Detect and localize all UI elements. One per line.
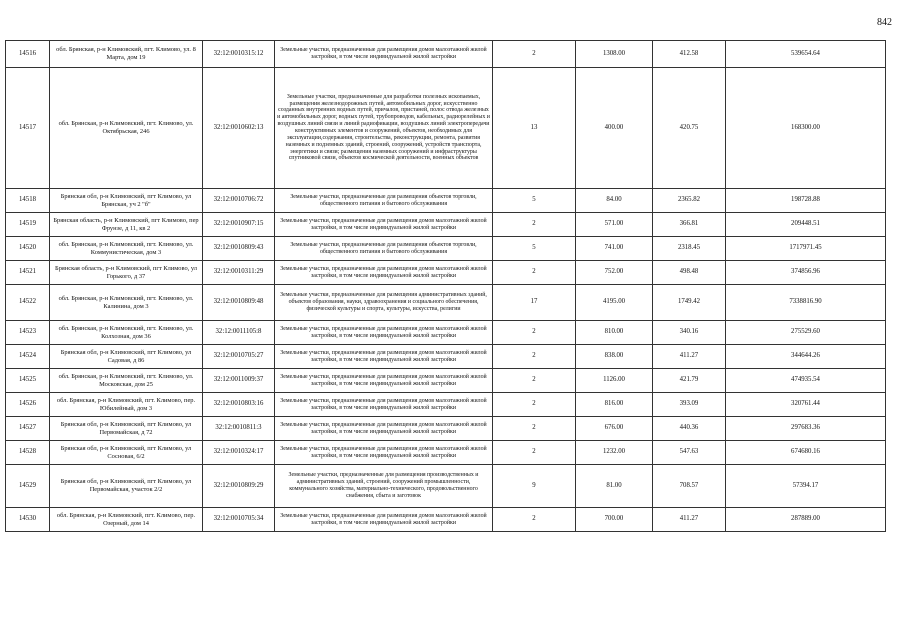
- land-use-cell: Земельные участки, предназначенные для размещения домов малоэтажной жилой застройки, в том числе индивидуальной жилой застройки: [275, 369, 493, 393]
- specific-value-cell: 340.16: [653, 321, 726, 345]
- specific-value-cell: 420.75: [653, 68, 726, 189]
- table-row: [6, 237, 886, 261]
- address-cell: обл. Брянская, р-н Климовский, пгт. Климово, ул. Октябрьская, 246: [50, 68, 203, 189]
- address-cell: обл. Брянская, р-н Климовский, пгт. Климово, ул. Коммунистическая, дом 3: [50, 237, 203, 261]
- use-group-cell: 13: [493, 68, 576, 189]
- cadastral-value-cell: 275529.60: [726, 321, 886, 345]
- use-group-cell: 2: [493, 213, 576, 237]
- cadastral-number-cell: 32:12:0010809:43: [203, 237, 275, 261]
- specific-value-cell: 411.27: [653, 345, 726, 369]
- cadastral-number-cell: 32:12:0011009:37: [203, 369, 275, 393]
- area-cell: 1232.00: [576, 441, 653, 465]
- cadastral-value-cell: 198728.88: [726, 189, 886, 213]
- row-id-cell: 14517: [6, 68, 50, 189]
- row-id-cell: 14516: [6, 41, 50, 68]
- area-cell: 816.00: [576, 393, 653, 417]
- land-use-cell: Земельные участки, предназначенные для размещения домов малоэтажной жилой застройки, в том числе индивидуальной жилой застройки: [275, 417, 493, 441]
- row-id-cell: 14519: [6, 213, 50, 237]
- use-group-cell: 9: [493, 465, 576, 508]
- address-cell: Брянская обл, р-н Климовский, пгт Климово, ул Брянская, уч 2 "б": [50, 189, 203, 213]
- cadastral-value-cell: 674680.16: [726, 441, 886, 465]
- cadastral-value-cell: 7338816.90: [726, 285, 886, 321]
- specific-value-cell: 440.36: [653, 417, 726, 441]
- address-cell: Брянская обл, р-н Климовский, пгт Климово, ул Садовая, д 86: [50, 345, 203, 369]
- cadastral-number-cell: 32:12:0011105:8: [203, 321, 275, 345]
- specific-value-cell: 421.79: [653, 369, 726, 393]
- address-cell: обл. Брянская, р-н Климовский, пгт. Климово, пер. Юбилейный, дом 3: [50, 393, 203, 417]
- address-cell: Брянская обл, р-н Климовский, пгт Климово, ул Первомайская, участок 2/2: [50, 465, 203, 508]
- use-group-cell: 2: [493, 508, 576, 532]
- cadastral-value-cell: 297683.36: [726, 417, 886, 441]
- row-id-cell: 14529: [6, 465, 50, 508]
- land-use-cell: Земельные участки, предназначенные для размещения объектов торговли, общественного питания и бытового обслуживания: [275, 237, 493, 261]
- use-group-cell: 2: [493, 321, 576, 345]
- cadastral-value-cell: 287889.00: [726, 508, 886, 532]
- cadastral-number-cell: 32:12:0010809:48: [203, 285, 275, 321]
- table-body: [6, 41, 886, 532]
- specific-value-cell: 412.58: [653, 41, 726, 68]
- row-id-cell: 14525: [6, 369, 50, 393]
- table-row: [6, 417, 886, 441]
- land-use-cell: Земельные участки, предназначенные для размещения домов малоэтажной жилой застройки, в том числе индивидуальной жилой застройки: [275, 41, 493, 68]
- use-group-cell: 2: [493, 261, 576, 285]
- area-cell: 4195.00: [576, 285, 653, 321]
- cadastral-value-cell: 374856.96: [726, 261, 886, 285]
- table-row: [6, 465, 886, 508]
- specific-value-cell: 547.63: [653, 441, 726, 465]
- land-use-cell: Земельные участки, предназначенные для размещения административных зданий, объектов образования, науки, здравоохранения и социального обеспечения, физической культуры и спорта, культуры, искусства, религии: [275, 285, 493, 321]
- row-id-cell: 14522: [6, 285, 50, 321]
- cadastral-number-cell: 32:12:0010706:72: [203, 189, 275, 213]
- cadastral-number-cell: 32:12:0010324:17: [203, 441, 275, 465]
- row-id-cell: 14524: [6, 345, 50, 369]
- cadastral-number-cell: 32:12:0010809:29: [203, 465, 275, 508]
- row-id-cell: 14518: [6, 189, 50, 213]
- use-group-cell: 2: [493, 369, 576, 393]
- cadastral-value-cell: 57394.17: [726, 465, 886, 508]
- land-use-cell: Земельные участки, предназначенные для размещения домов малоэтажной жилой застройки, в том числе индивидуальной жилой застройки: [275, 441, 493, 465]
- address-cell: обл. Брянская, р-н Климовский, пгт. Климово, ул. Калинина, дом 3: [50, 285, 203, 321]
- row-id-cell: 14530: [6, 508, 50, 532]
- row-id-cell: 14528: [6, 441, 50, 465]
- use-group-cell: 5: [493, 237, 576, 261]
- cadastral-number-cell: 32:12:0010315:12: [203, 41, 275, 68]
- cadastral-number-cell: 32:12:0010705:34: [203, 508, 275, 532]
- table-row: [6, 508, 886, 532]
- land-use-cell: Земельные участки, предназначенные для размещения производственных и административных зданий, строений, сооружений промышленности, коммунального хозяйства, материально-технического, продовольственного снабжения, сбыта и заготовок: [275, 465, 493, 508]
- area-cell: 571.00: [576, 213, 653, 237]
- table-row: [6, 41, 886, 68]
- address-cell: Брянская обл, р-н Климовский, пгт Климово, ул Сосновая, 6/2: [50, 441, 203, 465]
- cadastral-value-table: [5, 40, 886, 532]
- cadastral-number-cell: 32:12:0010705:27: [203, 345, 275, 369]
- use-group-cell: 5: [493, 189, 576, 213]
- cadastral-number-cell: 32:12:0010311:29: [203, 261, 275, 285]
- table-row: [6, 285, 886, 321]
- cadastral-value-cell: 344644.26: [726, 345, 886, 369]
- specific-value-cell: 1749.42: [653, 285, 726, 321]
- land-use-cell: Земельные участки, предназначенные для разработки полезных ископаемых, размещения железнодорожных путей, автомобильных дорог, искусственно созданных внутренних водных путей, причалов, пристаней, полос отвода железных и автомобильных дорог, водных путей, трубопроводов, кабельных, радиорелейных и воздушных линий связи и линий радиофикации, воздушных линий электропередачи конструктивных элементов и сооружений, объектов, необходимых для эксплуатации,содержания, строительства, реконструкции, ремонта, развития наземных и подземных зданий, строений, сооружений, устройств транспорта, энергетики и связи; размещения наземных сооружений и инфраструктуры спутниковой связи, объектов космической деятельности, военных объектов: [275, 68, 493, 189]
- table-row: [6, 213, 886, 237]
- area-cell: 838.00: [576, 345, 653, 369]
- row-id-cell: 14527: [6, 417, 50, 441]
- address-cell: обл. Брянская, р-н Климовский, пгт. Климово, пер. Озерный, дом 14: [50, 508, 203, 532]
- area-cell: 741.00: [576, 237, 653, 261]
- use-group-cell: 2: [493, 417, 576, 441]
- area-cell: 400.00: [576, 68, 653, 189]
- use-group-cell: 17: [493, 285, 576, 321]
- row-id-cell: 14521: [6, 261, 50, 285]
- cadastral-number-cell: 32:12:0010803:16: [203, 393, 275, 417]
- specific-value-cell: 366.81: [653, 213, 726, 237]
- address-cell: Брянская область, р-н Климовский, пгт Климово, ул Горького, д 37: [50, 261, 203, 285]
- page-number: 842: [877, 17, 892, 28]
- cadastral-number-cell: 32:12:0010907:15: [203, 213, 275, 237]
- use-group-cell: 2: [493, 41, 576, 68]
- address-cell: Брянская область, р-н Климовский, пгт Климово, пер Фрунзе, д 11, кв 2: [50, 213, 203, 237]
- area-cell: 1126.00: [576, 369, 653, 393]
- table-row: [6, 68, 886, 189]
- land-use-cell: Земельные участки, предназначенные для размещения домов малоэтажной жилой застройки, в том числе индивидуальной жилой застройки: [275, 345, 493, 369]
- land-use-cell: Земельные участки, предназначенные для размещения домов малоэтажной жилой застройки, в том числе индивидуальной жилой застройки: [275, 213, 493, 237]
- cadastral-value-cell: 539654.64: [726, 41, 886, 68]
- address-cell: обл. Брянская, р-н Климовский, пгт. Климово, ул. 8 Марта, дом 19: [50, 41, 203, 68]
- area-cell: 84.00: [576, 189, 653, 213]
- table-row: [6, 189, 886, 213]
- use-group-cell: 2: [493, 441, 576, 465]
- cadastral-value-cell: 1717971.45: [726, 237, 886, 261]
- cadastral-value-cell: 209448.51: [726, 213, 886, 237]
- cadastral-number-cell: 32:12:0010602:13: [203, 68, 275, 189]
- area-cell: 810.00: [576, 321, 653, 345]
- cadastral-value-cell: 168300.00: [726, 68, 886, 189]
- table-row: [6, 369, 886, 393]
- specific-value-cell: 2365.82: [653, 189, 726, 213]
- use-group-cell: 2: [493, 393, 576, 417]
- table-row: [6, 321, 886, 345]
- area-cell: 752.00: [576, 261, 653, 285]
- specific-value-cell: 708.57: [653, 465, 726, 508]
- cadastral-value-cell: 320761.44: [726, 393, 886, 417]
- land-use-cell: Земельные участки, предназначенные для размещения домов малоэтажной жилой застройки, в том числе индивидуальной жилой застройки: [275, 321, 493, 345]
- address-cell: Брянская обл, р-н Климовский, пгт Климово, ул Первомайская, д 72: [50, 417, 203, 441]
- use-group-cell: 2: [493, 345, 576, 369]
- row-id-cell: 14523: [6, 321, 50, 345]
- area-cell: 81.00: [576, 465, 653, 508]
- specific-value-cell: 393.09: [653, 393, 726, 417]
- address-cell: обл. Брянская, р-н Климовский, пгт. Климово, ул. Московская, дом 25: [50, 369, 203, 393]
- specific-value-cell: 411.27: [653, 508, 726, 532]
- land-use-cell: Земельные участки, предназначенные для размещения домов малоэтажной жилой застройки, в том числе индивидуальной жилой застройки: [275, 508, 493, 532]
- area-cell: 700.00: [576, 508, 653, 532]
- table-row: [6, 393, 886, 417]
- land-use-cell: Земельные участки, предназначенные для размещения объектов торговли, общественного питания и бытового обслуживания: [275, 189, 493, 213]
- specific-value-cell: 498.48: [653, 261, 726, 285]
- row-id-cell: 14520: [6, 237, 50, 261]
- table-row: [6, 261, 886, 285]
- area-cell: 1308.00: [576, 41, 653, 68]
- specific-value-cell: 2318.45: [653, 237, 726, 261]
- cadastral-value-cell: 474935.54: [726, 369, 886, 393]
- land-use-cell: Земельные участки, предназначенные для размещения домов малоэтажной жилой застройки, в том числе индивидуальной жилой застройки: [275, 393, 493, 417]
- area-cell: 676.00: [576, 417, 653, 441]
- land-use-cell: Земельные участки, предназначенные для размещения домов малоэтажной жилой застройки, в том числе индивидуальной жилой застройки: [275, 261, 493, 285]
- table-row: [6, 345, 886, 369]
- address-cell: обл. Брянская, р-н Климовский, пгт. Климово, ул. Колхозная, дом 36: [50, 321, 203, 345]
- row-id-cell: 14526: [6, 393, 50, 417]
- cadastral-number-cell: 32:12:0010811:3: [203, 417, 275, 441]
- table-row: [6, 441, 886, 465]
